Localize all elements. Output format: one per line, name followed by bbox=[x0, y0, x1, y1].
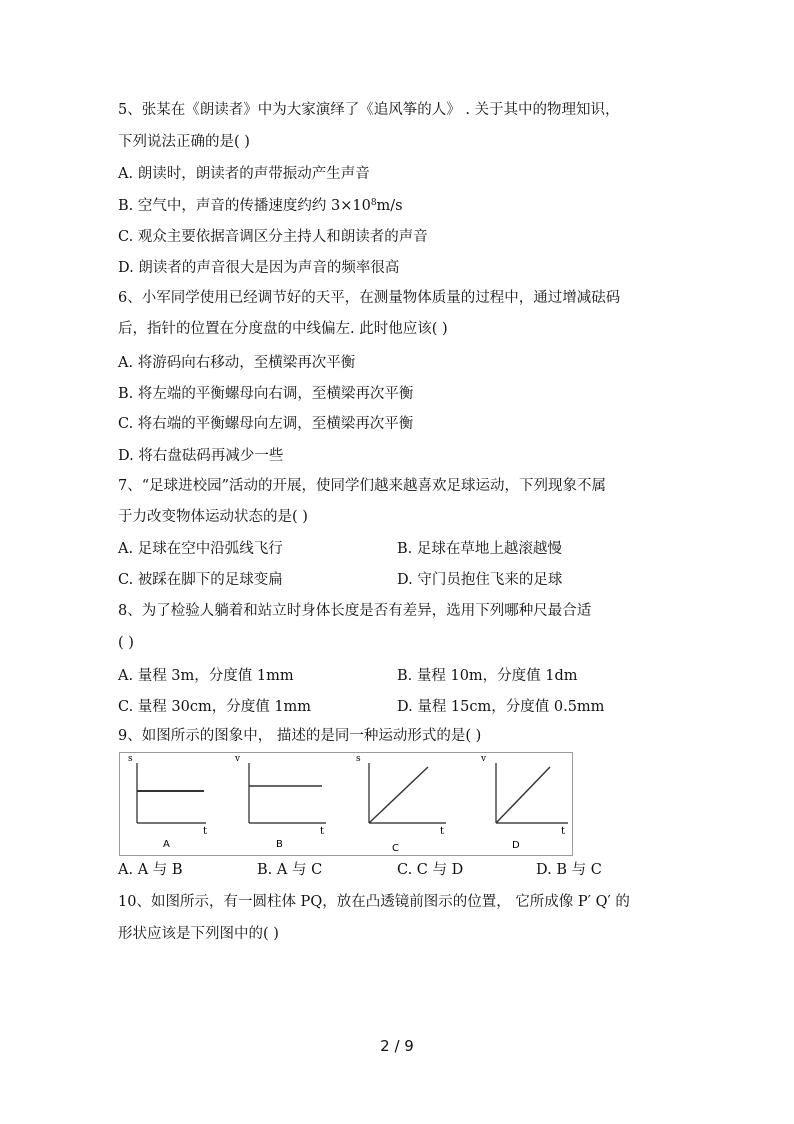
q8-stem-line1: 8、为了检验人躺着和站立时身体长度是否有差异，选用下列哪种尺最合适 bbox=[118, 603, 592, 619]
q5-option-d: D. 朗读者的声音很大是因为声音的频率很高 bbox=[118, 260, 400, 276]
graph-a-label: A bbox=[163, 839, 170, 850]
q8-option-c: C. 量程 30cm，分度值 1mm bbox=[118, 699, 312, 715]
graph-a-y-axis-label: s bbox=[128, 754, 133, 764]
graph-d bbox=[480, 754, 568, 851]
q8-option-d: D. 量程 15cm，分度值 0.5mm bbox=[397, 699, 605, 715]
q6-option-b: B. 将左端的平衡螺母向右调，至横梁再次平衡 bbox=[118, 386, 414, 402]
graph-c-y-axis-label: s bbox=[356, 754, 361, 764]
q7-option-b: B. 足球在草地上越滚越慢 bbox=[397, 541, 562, 557]
q6-stem-line2: 后，指针的位置在分度盘的中线偏左. 此时他应该( ) bbox=[118, 321, 448, 337]
q9-option-c: C. C 与 D bbox=[397, 862, 464, 878]
q7-stem-line1: 7、“足球进校园”活动的开展，使同学们越来越喜欢足球运动，下列现象不属 bbox=[118, 478, 607, 494]
q10-stem-line2: 形状应该是下列图中的( ) bbox=[118, 926, 279, 942]
q6-option-d: D. 将右盘砝码再减少一些 bbox=[118, 448, 284, 464]
graph-b-y-axis-label: v bbox=[235, 754, 241, 764]
q6-option-a: A. 将游码向右移动，至横梁再次平衡 bbox=[118, 355, 356, 371]
graph-b-x-axis-label: t bbox=[320, 826, 325, 837]
graph-c bbox=[356, 754, 446, 854]
graph-c-label: C bbox=[392, 843, 399, 854]
q5-option-b bbox=[118, 196, 403, 216]
graph-b-label: B bbox=[276, 839, 283, 850]
graph-c-x-axis-label: t bbox=[440, 826, 445, 837]
graph-d-y-axis-label: v bbox=[481, 754, 487, 764]
q9-option-a: A. A 与 B bbox=[118, 862, 183, 878]
graph-d-label: D bbox=[512, 840, 520, 851]
q5-option-c: C. 观众主要依据音调区分主持人和朗读者的声音 bbox=[118, 229, 428, 245]
q6-stem-line1: 6、小军同学使用已经调节好的天平，在测量物体质量的过程中，通过增减砝码 bbox=[118, 290, 621, 306]
q8-option-a: A. 量程 3m，分度值 1mm bbox=[118, 668, 294, 684]
q5-option-b-exponent: 8 bbox=[370, 198, 377, 208]
q5-stem-line1: 5、张某在《朗读者》中为大家演绎了《追风筝的人》 . 关于其中的物理知识， bbox=[118, 102, 620, 118]
q9-graphs-svg bbox=[120, 753, 572, 855]
q5-stem-line2: 下列说法正确的是( ) bbox=[118, 134, 250, 150]
q10-stem-line1: 10、如图所示，有一圆柱体 PQ，放在凸透镜前图示的位置， 它所成像 P′ Q′ 的 bbox=[118, 894, 630, 910]
q5-option-b-text: B. 空气中，声音的传播速度约约 3×10 bbox=[118, 198, 371, 214]
q6-option-c: C. 将右端的平衡螺母向左调，至横梁再次平衡 bbox=[118, 416, 414, 432]
q5-option-a: A. 朗读时，朗读者的声带振动产生声音 bbox=[118, 166, 370, 182]
q5-option-b-unit: m/s bbox=[376, 198, 403, 214]
page-number: 2 / 9 bbox=[380, 1037, 414, 1055]
q9-motion-graphs-figure bbox=[119, 752, 573, 856]
graph-a-x-axis-label: t bbox=[203, 826, 208, 837]
q9-option-b: B. A 与 C bbox=[257, 862, 323, 878]
q8-stem-line2: ( ) bbox=[118, 635, 134, 651]
q7-option-c: C. 被踩在脚下的足球变扁 bbox=[118, 572, 283, 588]
graph-a bbox=[128, 754, 207, 850]
q8-option-b: B. 量程 10m，分度值 1dm bbox=[397, 668, 578, 684]
graph-b bbox=[234, 754, 326, 850]
graph-d-x-axis-label: t bbox=[561, 826, 566, 837]
q9-stem: 9、如图所示的图象中， 描述的是同一种运动形式的是( ) bbox=[118, 728, 482, 744]
q7-stem-line2: 于力改变物体运动状态的是( ) bbox=[118, 509, 308, 525]
q7-option-d: D. 守门员抱住飞来的足球 bbox=[397, 572, 563, 588]
q9-option-d: D. B 与 C bbox=[536, 862, 602, 878]
q7-option-a: A. 足球在空中沿弧线飞行 bbox=[118, 541, 283, 557]
